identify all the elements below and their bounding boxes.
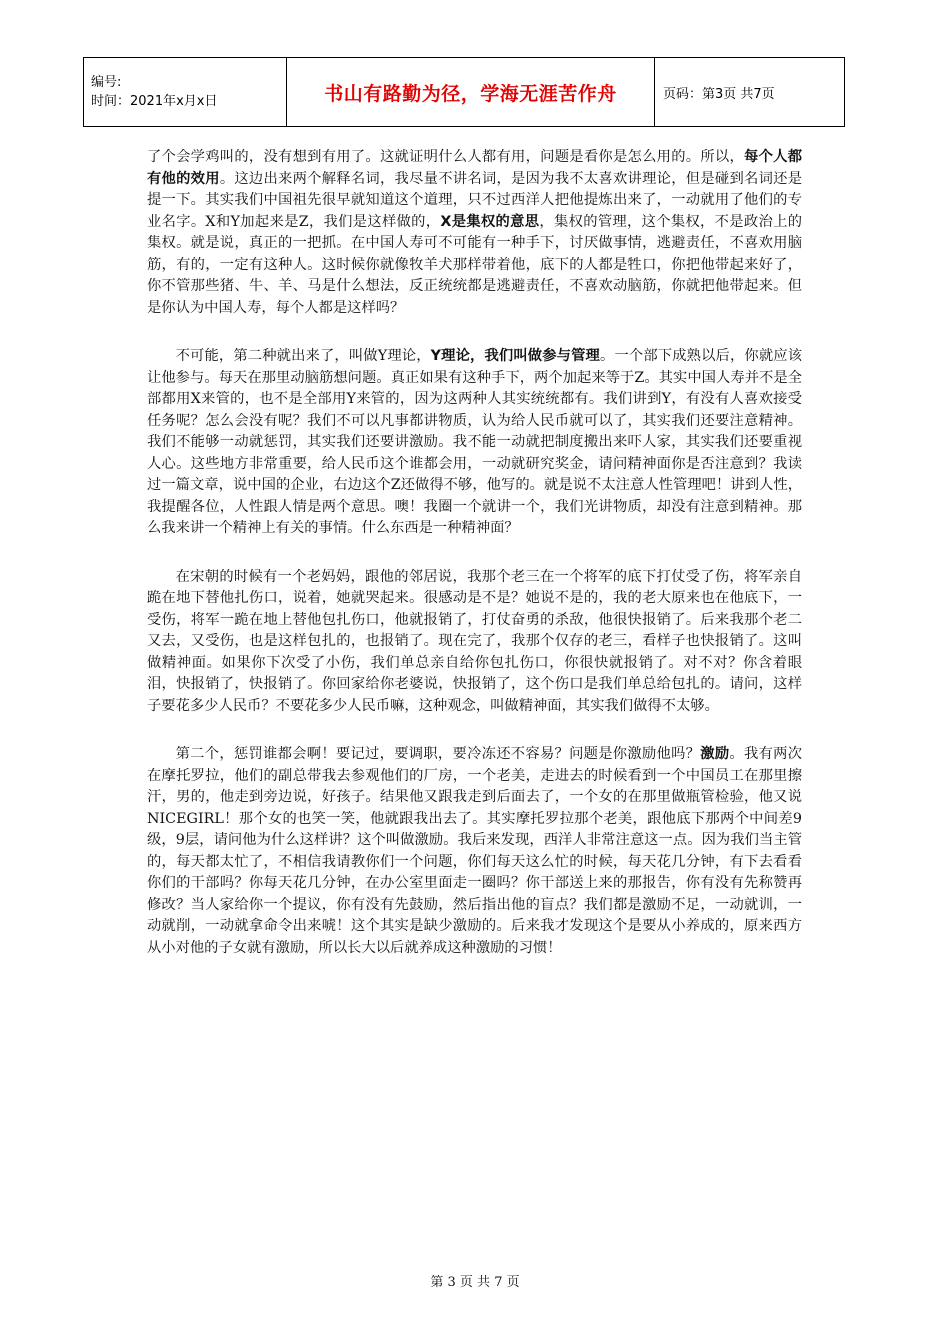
header-motto: 书山有路勤为径，学海无涯苦作舟 bbox=[287, 58, 655, 127]
number-label: 编号: bbox=[91, 75, 122, 90]
text-segment: 。一个部下成熟以后，你就应该让他参与。每天在那里动脑筋想问题。真正如果有这种手下，两个加起来等于Z。其实中国人寿并不是全部都用X来管的，也不是全部用Y来管的，因为这两种人其实统统都有。我们讲到Y，有没有人喜欢接受任务呢？怎么会没有呢？我们不可以凡事都讲物质，认为给人民币就可以了，其实我们还要注意精神。我们不能够一动就惩罚，其实我们还要讲激励。我不能一动就把制度搬出来吓人家，其实我们还要重视人心。这些地方非常重要，给人民币这个谁都会用，一动就研究奖金，请问精神面你是否注意到？我读过一篇文章，说中国的企业，右边这个Z还做得不够，他写的。就是说不太注意人性管理吧！讲到人性，我提醒各位，人性跟人情是两个意思。噢！我圈一个就讲一个，我们光讲物质，却没有注意到精神。那么我来讲一个精神上有关的事情。什么东西是一种精神面？ bbox=[147, 348, 803, 536]
bold-phrase: 每个人都有他的效用 bbox=[147, 149, 802, 187]
time-label: 时间：2021年x月x日 bbox=[91, 94, 218, 109]
text-segment: ，集权的管理，这个集权，不是政治上的集权。就是说，真正的一把抓。在中国人寿可不可能有一种手下，讨厌做事情，逃避责任，不喜欢用脑筋，有的，一定有这种人。这时候你就像牧羊犬那样带着他，底下的人都是牲口，你把他带起来好了，你不管那些猪、牛、羊、马是什么想法，反正统统都是逃避责任，不喜欢动脑筋，你就把他带起来。但是你认为中国人寿，每个人都是这样吗？ bbox=[147, 213, 802, 316]
page-footer: 第 3 页 共 7 页 bbox=[430, 1275, 520, 1290]
paragraph bbox=[147, 744, 802, 959]
bold-phrase: X是集权的意思 bbox=[440, 213, 540, 230]
header-meta-cell bbox=[84, 58, 287, 127]
paragraph bbox=[147, 147, 802, 319]
text-segment: 。我有两次在摩托罗拉，他们的副总带我去参观他们的厂房，一个老美，走进去的时候看到一个中国员工在那里擦汗，男的，他走到旁边说，好孩子。结果他又跟我走到后面去了，一个女的在那里做瓶管检验，他又说NICEGIRL！那个女的也笑一笑，他就跟我出去了。其实摩托罗拉那个老美，跟他底下那两个中间差9级，9层，请问他为什么这样讲？这个叫做激励。我后来发现，西洋人非常注意这一点。因为我们当主管的，每天都太忙了，不相信我请教你们一个问题，你们每天这么忙的时候，每天花几分钟，有下去看看你们的干部吗？你每天花几分钟，在办公室里面走一圈吗？你干部送上来的那报告，你有没有先称赞再修改？当人家给你一个提议，你有没有先鼓励，然后指出他的盲点？我们都是激励不足，一动就训，一动就削，一动就拿命令出来唬！这个其实是缺少激励的。后来我才发现这个是要从小养成的，原来西方从小对他的子女就有激励，所以长大以后就养成这种激励的习惯！ bbox=[147, 746, 803, 956]
paragraph bbox=[147, 346, 802, 540]
text-segment: 不可能，第二种就出来了，叫做Y理论， bbox=[175, 348, 431, 364]
text-segment: 在宋朝的时候有一个老妈妈，跟他的邻居说，我那个老三在一个将军的底下打仗受了伤，将军亲自跪在地下替他扎伤口，说着，她就哭起来。很感动是不是？她说不是的，我的老大原来也在他底下，一受伤，将军一跪在地上替他包扎伤口，他就报销了，打仗奋勇的杀敌，他很快报销了。后来我那个老二又去，又受伤，也是这样包扎的，也报销了。现在完了，我那个仅存的老三，看样子也快报销了。这叫做精神面。如果你下次受了小伤，我们单总亲自给你包扎伤口，你很快就报销了。对不对？你含着眼泪，快报销了，快报销了。你回家给你老婆说，快报销了，这个伤口是我们单总给包扎的。请问，这样子要花多少人民币？不要花多少人民币嘛，这种观念，叫做精神面，其实我们做得不太够。 bbox=[147, 568, 802, 714]
text-segment: 了个会学鸡叫的，没有想到有用了。这就证明什么人都有用，问题是看你是怎么用的。所以， bbox=[147, 149, 745, 165]
body-text bbox=[147, 147, 802, 986]
header-table bbox=[83, 57, 845, 127]
paragraph bbox=[147, 567, 802, 718]
header-page-label: 页码：第3页 共7页 bbox=[655, 58, 845, 127]
bold-phrase: 激励 bbox=[700, 746, 730, 762]
text-segment: 。这边出来两个解释名词，我尽量不讲名词，是因为我不太喜欢讲理论，但是碰到名词还是提一下。其实我们中国祖先很早就知道这个道理，只不过西洋人把他提炼出来了，一动就用了他们的专业名字。X和Y加起来是Z，我们是这样做的， bbox=[147, 170, 803, 230]
text-segment: 第二个，惩罚谁都会啊！要记过，要调职，要冷冻还不容易？问题是你激励他吗？ bbox=[175, 746, 701, 762]
bold-phrase: Y理论，我们叫做参与管理 bbox=[430, 348, 600, 364]
